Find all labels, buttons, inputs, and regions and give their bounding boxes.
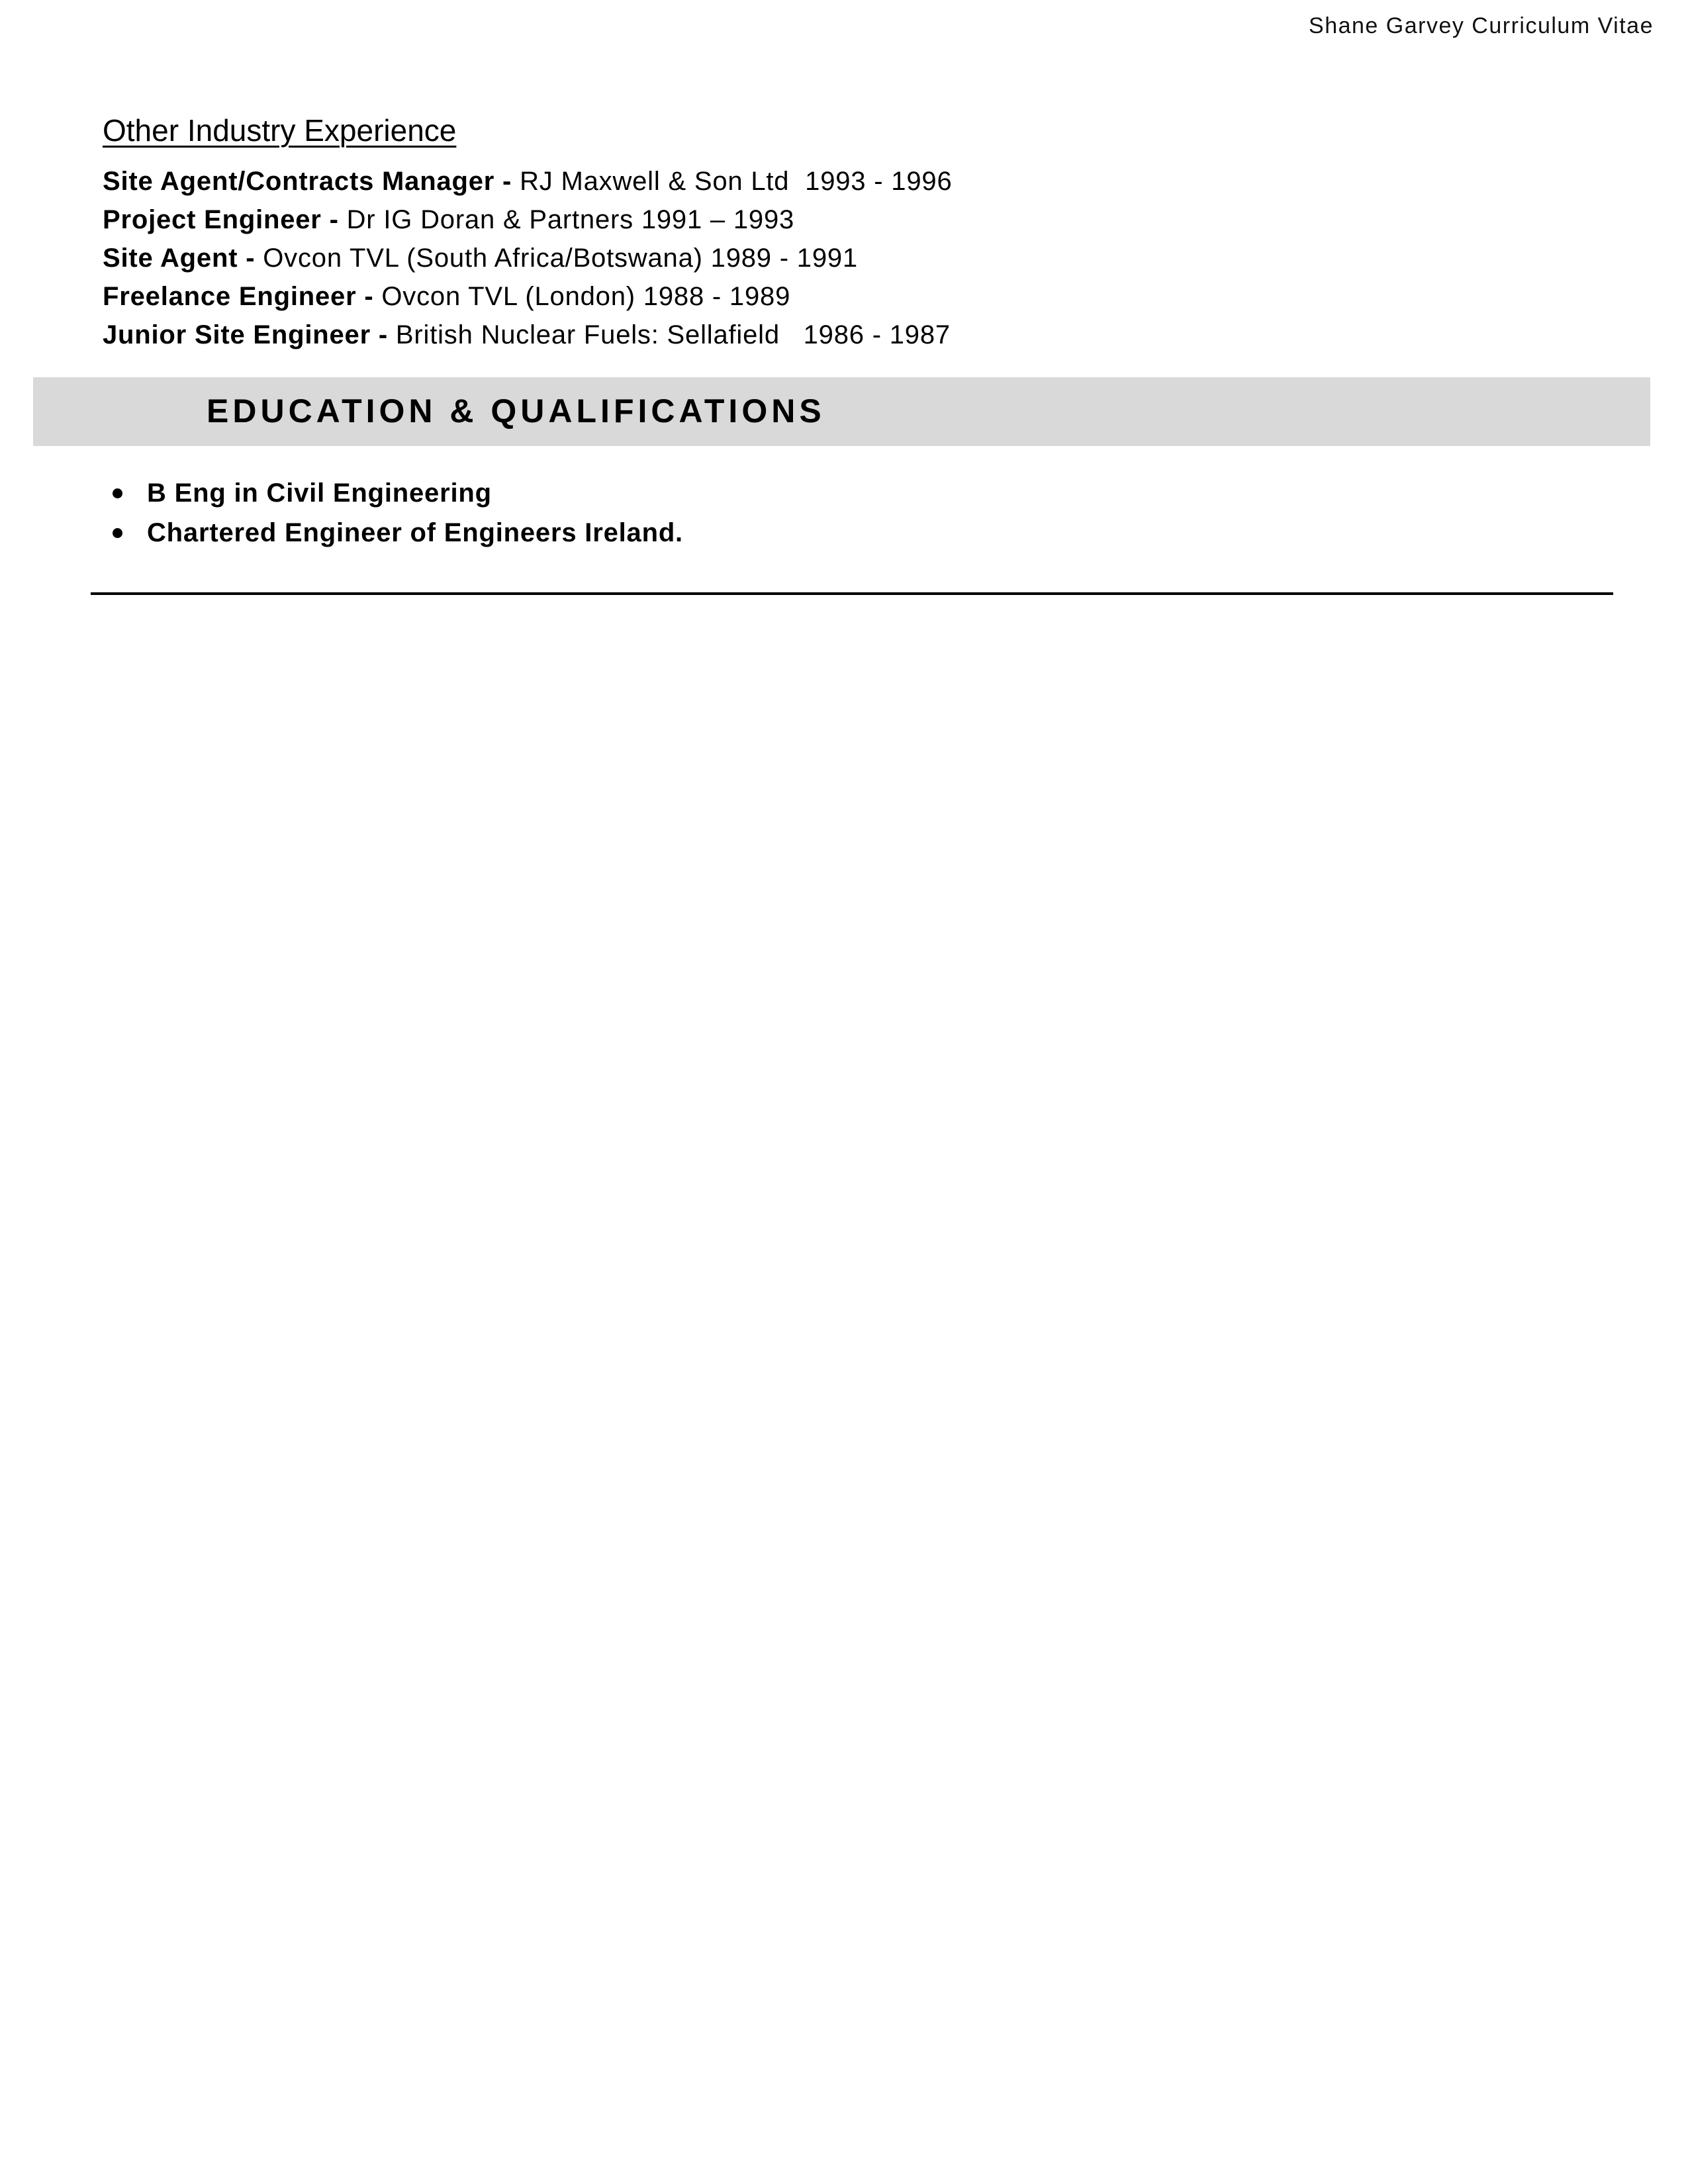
bullet-icon <box>113 488 122 498</box>
experience-item <box>103 201 953 239</box>
education-list <box>106 473 683 553</box>
experience-item <box>103 162 953 201</box>
experience-details: Ovcon TVL (London) 1988 - 1989 <box>381 282 791 311</box>
experience-item <box>103 316 953 354</box>
section-divider <box>91 592 1613 595</box>
experience-role: Project Engineer - <box>103 205 347 234</box>
experience-item <box>103 239 953 277</box>
bullet-icon <box>113 528 122 538</box>
experience-details: RJ Maxwell & Son Ltd 1993 - 1996 <box>520 167 953 196</box>
experience-role: Site Agent - <box>103 244 263 273</box>
page-header-title: Shane Garvey Curriculum Vitae <box>1309 13 1654 38</box>
education-item <box>106 513 683 553</box>
education-item-text: B Eng in Civil Engineering <box>147 478 492 508</box>
experience-role: Freelance Engineer - <box>103 282 382 311</box>
experience-role: Junior Site Engineer - <box>103 320 396 349</box>
education-item <box>106 473 683 513</box>
experience-item <box>103 277 953 316</box>
experience-role: Site Agent/Contracts Manager - <box>103 167 520 196</box>
education-heading-band <box>33 377 1650 446</box>
experience-details: British Nuclear Fuels: Sellafield 1986 - 1987 <box>395 320 951 349</box>
other-experience-heading: Other Industry Experience <box>103 113 457 148</box>
experience-list <box>103 162 953 354</box>
education-item-text: Chartered Engineer of Engineers Ireland. <box>147 518 683 547</box>
education-heading: EDUCATION & QUALIFICATIONS <box>207 392 825 430</box>
experience-details: Ovcon TVL (South Africa/Botswana) 1989 - 1991 <box>263 244 858 273</box>
experience-details: Dr IG Doran & Partners 1991 – 1993 <box>346 205 795 234</box>
